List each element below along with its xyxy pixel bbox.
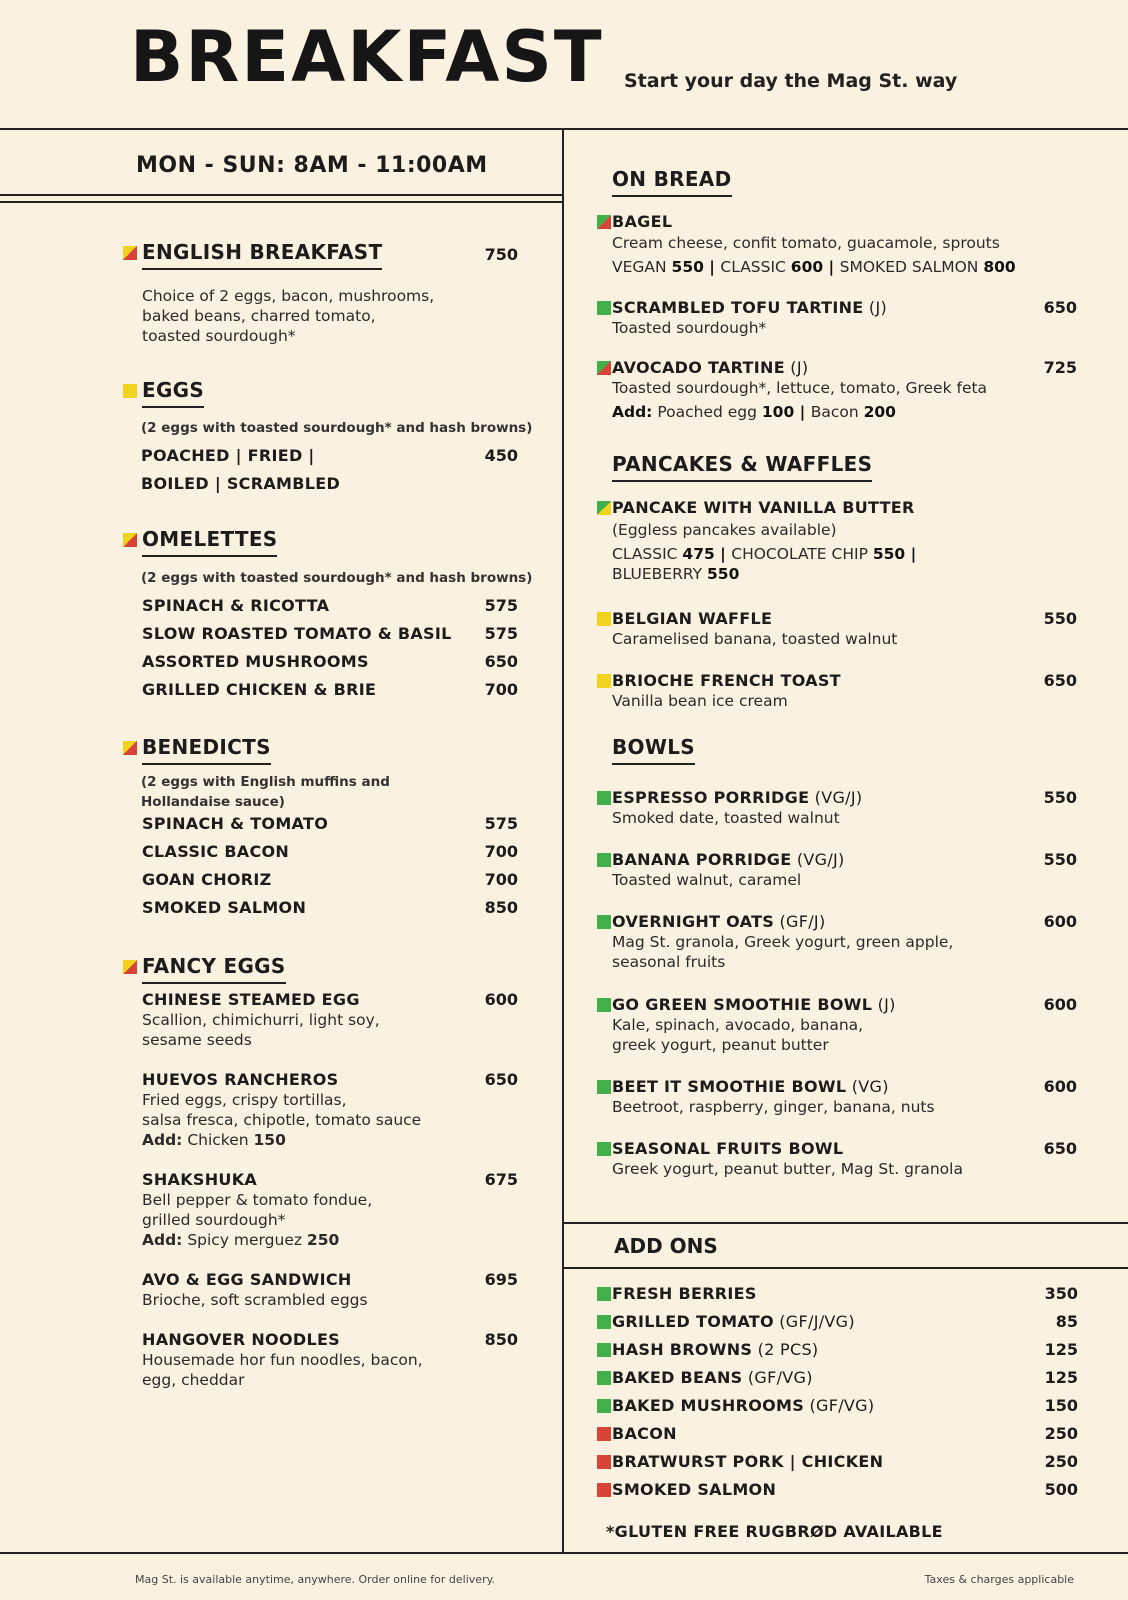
menu-item-price: 600 xyxy=(1043,995,1077,1014)
page-title: BREAKFAST xyxy=(130,16,604,98)
menu-item-name: ASSORTED MUSHROOMS xyxy=(142,652,369,671)
egg-icon xyxy=(597,674,611,688)
page-subtitle: Start your day the Mag St. way xyxy=(624,70,958,92)
menu-item-name: GRILLED CHICKEN & BRIE xyxy=(142,680,377,699)
menu-item-price: 695 xyxy=(484,1270,518,1289)
menu-item-price: 650 xyxy=(484,652,518,671)
menu-item-price: 650 xyxy=(484,1070,518,1089)
menu-item-name: ESPRESSO PORRIDGE (VG/J) xyxy=(612,788,863,807)
menu-item-name: SEASONAL FRUITS BOWL xyxy=(612,1139,844,1158)
eggs-styles-line1: POACHED | FRIED | xyxy=(141,446,315,465)
veg-icon xyxy=(597,791,611,805)
veg-egg-icon xyxy=(597,501,611,515)
egg-nonveg-icon xyxy=(123,960,137,974)
addon-price: 350 xyxy=(1044,1284,1078,1303)
addon-name: HASH BROWNS (2 PCS) xyxy=(612,1340,819,1359)
addon-name: BRATWURST PORK | CHICKEN xyxy=(612,1452,884,1471)
menu-item-desc: Vanilla bean ice cream xyxy=(612,692,788,710)
menu-item-desc: Fried eggs, crispy tortillas, salsa fresca, chipotle, tomato sauce Add: Chicken 150 xyxy=(142,1091,422,1149)
pancake-options: CLASSIC 475 | CHOCOLATE CHIP 550 | BLUEBERRY 550 xyxy=(612,545,917,583)
avocado-addons: Add: Poached egg 100 | Bacon 200 xyxy=(612,403,896,421)
menu-item-name: SCRAMBLED TOFU TARTINE (J) xyxy=(612,298,888,317)
menu-item-desc: Caramelised banana, toasted walnut xyxy=(612,630,898,648)
menu-item-price: 650 xyxy=(1043,298,1077,317)
eggs-price: 450 xyxy=(484,446,518,465)
menu-item-price: 550 xyxy=(1043,788,1077,807)
menu-item-desc: Housemade hor fun noodles, bacon, egg, cheddar xyxy=(142,1351,423,1389)
addon-price: 250 xyxy=(1044,1424,1078,1443)
nonveg-icon xyxy=(597,1483,611,1497)
addon-price: 150 xyxy=(1044,1396,1078,1415)
menu-item-price: 600 xyxy=(484,990,518,1009)
menu-item-name: HANGOVER NOODLES xyxy=(142,1330,340,1349)
menu-item-price: 600 xyxy=(1043,912,1077,931)
veg-icon xyxy=(597,301,611,315)
section-add-ons: ADD ONS xyxy=(614,1234,718,1258)
section-omelettes: OMELETTES xyxy=(142,527,277,557)
menu-item-desc: Cream cheese, confit tomato, guacamole, sprouts xyxy=(612,234,1000,252)
veg-icon xyxy=(597,915,611,929)
menu-item-price: 700 xyxy=(484,842,518,861)
menu-item-price: 700 xyxy=(484,680,518,699)
menu-item-name: CHINESE STEAMED EGG xyxy=(142,990,360,1009)
addon-name: GRILLED TOMATO (GF/J/VG) xyxy=(612,1312,855,1331)
menu-item-desc: Bell pepper & tomato fondue, grilled sourdough* Add: Spicy merguez 250 xyxy=(142,1191,373,1249)
egg-nonveg-icon xyxy=(123,741,137,755)
header-divider xyxy=(0,128,1128,130)
menu-item-desc: Toasted sourdough*, lettuce, tomato, Greek feta xyxy=(612,379,988,397)
menu-item-name: PANCAKE WITH VANILLA BUTTER xyxy=(612,498,915,517)
veg-icon xyxy=(597,998,611,1012)
menu-item-price: 575 xyxy=(484,814,518,833)
menu-item-name: SHAKSHUKA xyxy=(142,1170,258,1189)
menu-item-desc: Mag St. granola, Greek yogurt, green apple, seasonal fruits xyxy=(612,933,954,971)
egg-nonveg-icon xyxy=(123,246,137,260)
menu-item-name: BELGIAN WAFFLE xyxy=(612,609,773,628)
footer-taxes-note: Taxes & charges applicable xyxy=(924,1573,1074,1586)
menu-item-name: SMOKED SALMON xyxy=(142,898,307,917)
veg-icon xyxy=(597,1371,611,1385)
section-bowls: BOWLS xyxy=(612,735,695,765)
veg-icon xyxy=(597,853,611,867)
menu-item-price: 550 xyxy=(1043,609,1077,628)
menu-item-desc: Scallion, chimichurri, light soy, sesame seeds xyxy=(142,1011,380,1049)
veg-icon xyxy=(597,1142,611,1156)
addon-price: 500 xyxy=(1044,1480,1078,1499)
english-breakfast-desc: Choice of 2 eggs, bacon, mushrooms, baked beans, charred tomato, toasted sourdough* xyxy=(142,287,435,345)
menu-item-name: AVO & EGG SANDWICH xyxy=(142,1270,352,1289)
menu-item-price: 650 xyxy=(1043,1139,1077,1158)
section-eggs: EGGS xyxy=(142,378,204,408)
egg-icon xyxy=(123,384,137,398)
addons-divider-bottom xyxy=(562,1267,1128,1269)
hours-divider-top xyxy=(0,194,562,196)
menu-item-desc: Toasted sourdough* xyxy=(612,319,767,337)
menu-item-name: BANANA PORRIDGE (VG/J) xyxy=(612,850,845,869)
column-divider xyxy=(562,128,564,1552)
addon-name: FRESH BERRIES xyxy=(612,1284,757,1303)
bagel-options: VEGAN 550 | CLASSIC 600 | SMOKED SALMON 800 xyxy=(612,258,1016,276)
menu-item-name: CLASSIC BACON xyxy=(142,842,290,861)
menu-item-name: BRIOCHE FRENCH TOAST xyxy=(612,671,841,690)
veg-icon xyxy=(597,1080,611,1094)
english-breakfast-price: 750 xyxy=(484,245,518,264)
veg-icon xyxy=(597,1399,611,1413)
eggs-styles-line2: BOILED | SCRAMBLED xyxy=(141,474,341,493)
addon-price: 85 xyxy=(1055,1312,1078,1331)
veg-nonveg-icon xyxy=(597,361,611,375)
menu-item-desc: Toasted walnut, caramel xyxy=(612,871,802,889)
egg-icon xyxy=(597,612,611,626)
nonveg-icon xyxy=(597,1427,611,1441)
benedicts-note: (2 eggs with English muffins and Hollandaise sauce) xyxy=(141,774,390,810)
addon-name: BAKED MUSHROOMS (GF/VG) xyxy=(612,1396,875,1415)
menu-item-name: AVOCADO TARTINE (J) xyxy=(612,358,809,377)
menu-item-name: HUEVOS RANCHEROS xyxy=(142,1070,339,1089)
menu-item-price: 650 xyxy=(1043,671,1077,690)
menu-item-price: 725 xyxy=(1043,358,1077,377)
opening-hours: MON - SUN: 8AM - 11:00AM xyxy=(136,153,488,178)
menu-item-price: 850 xyxy=(484,1330,518,1349)
menu-item-price: 675 xyxy=(484,1170,518,1189)
menu-item-name: SLOW ROASTED TOMATO & BASIL xyxy=(142,624,452,643)
addons-divider-top xyxy=(562,1222,1128,1224)
menu-item-price: 700 xyxy=(484,870,518,889)
veg-nonveg-icon xyxy=(597,215,611,229)
addon-name: SMOKED SALMON xyxy=(612,1480,777,1499)
veg-icon xyxy=(597,1343,611,1357)
menu-item-price: 575 xyxy=(484,624,518,643)
menu-item-name: OVERNIGHT OATS (GF/J) xyxy=(612,912,826,931)
section-benedicts: BENEDICTS xyxy=(142,735,271,765)
footer-delivery-note: Mag St. is available anytime, anywhere. Order online for delivery. xyxy=(135,1573,496,1586)
gluten-free-note: *GLUTEN FREE RUGBRØD AVAILABLE xyxy=(606,1522,943,1541)
hours-divider-bottom xyxy=(0,201,562,203)
footer-divider xyxy=(0,1552,1128,1554)
menu-item-name: SPINACH & RICOTTA xyxy=(142,596,330,615)
menu-item-desc: Smoked date, toasted walnut xyxy=(612,809,840,827)
nonveg-icon xyxy=(597,1455,611,1469)
menu-item-name: BAGEL xyxy=(612,212,673,231)
egg-nonveg-icon xyxy=(123,533,137,547)
menu-item-desc: Brioche, soft scrambled eggs xyxy=(142,1291,368,1309)
menu-item-desc: Beetroot, raspberry, ginger, banana, nuts xyxy=(612,1098,935,1116)
menu-item-name: SPINACH & TOMATO xyxy=(142,814,329,833)
menu-item-price: 550 xyxy=(1043,850,1077,869)
omelettes-note: (2 eggs with toasted sourdough* and hash browns) xyxy=(141,570,533,586)
section-fancy-eggs: FANCY EGGS xyxy=(142,954,286,984)
veg-icon xyxy=(597,1315,611,1329)
addon-name: BACON xyxy=(612,1424,677,1443)
addon-name: BAKED BEANS (GF/VG) xyxy=(612,1368,813,1387)
menu-item-price: 575 xyxy=(484,596,518,615)
menu-item-desc: Kale, spinach, avocado, banana, greek yogurt, peanut butter xyxy=(612,1016,864,1054)
section-on-bread: ON BREAD xyxy=(612,167,732,197)
section-english-breakfast: ENGLISH BREAKFAST xyxy=(142,240,382,270)
menu-item-desc: Greek yogurt, peanut butter, Mag St. granola xyxy=(612,1160,963,1178)
addon-price: 125 xyxy=(1044,1368,1078,1387)
menu-item-price: 850 xyxy=(484,898,518,917)
addon-price: 250 xyxy=(1044,1452,1078,1471)
pancake-note: (Eggless pancakes available) xyxy=(612,521,837,539)
menu-item-name: GO GREEN SMOOTHIE BOWL (J) xyxy=(612,995,896,1014)
menu-item-name: BEET IT SMOOTHIE BOWL (VG) xyxy=(612,1077,889,1096)
addon-price: 125 xyxy=(1044,1340,1078,1359)
section-pancakes-waffles: PANCAKES & WAFFLES xyxy=(612,452,872,482)
eggs-note: (2 eggs with toasted sourdough* and hash browns) xyxy=(141,420,533,436)
menu-item-name: GOAN CHORIZ xyxy=(142,870,272,889)
veg-icon xyxy=(597,1287,611,1301)
menu-item-price: 600 xyxy=(1043,1077,1077,1096)
